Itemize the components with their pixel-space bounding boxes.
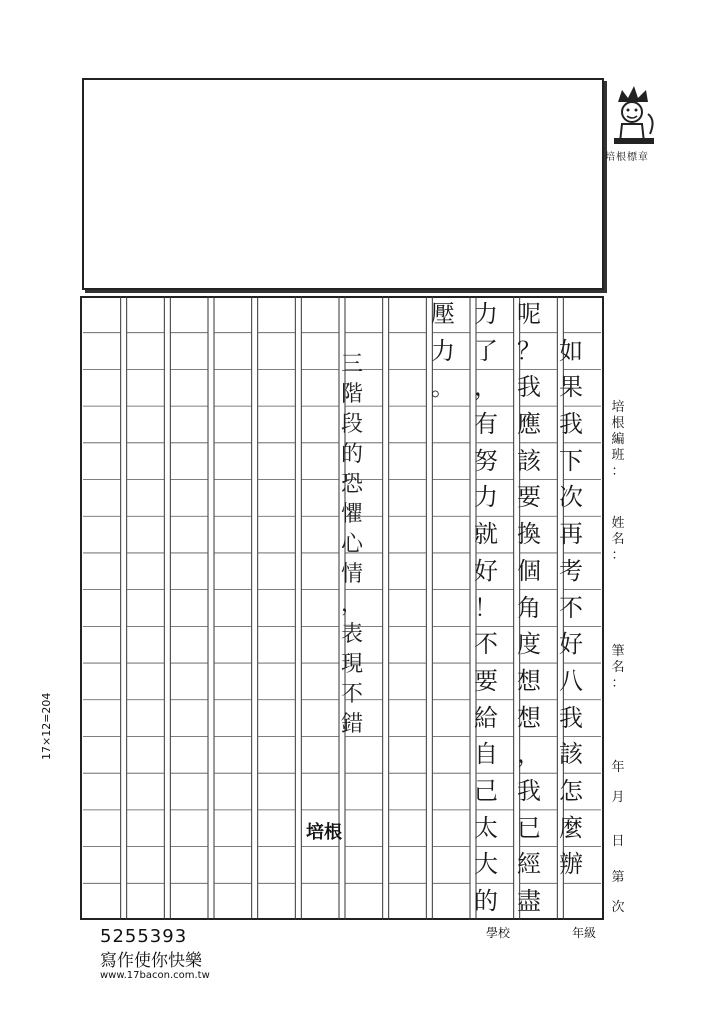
essay-char: 己 (474, 776, 498, 805)
essay-char: 度 (517, 630, 541, 659)
essay-char: 給 (474, 703, 498, 732)
essay-char: 如 (559, 336, 583, 365)
teacher-comment (340, 350, 364, 740)
essay-char: 。 (431, 373, 455, 402)
teacher-comment-char: 心 (340, 532, 363, 557)
side-label-char: 筆 (611, 644, 625, 659)
side-label-char: 根 (611, 416, 625, 431)
essay-char: 自 (474, 740, 498, 769)
teacher-comment-char: 現 (340, 652, 363, 677)
teacher-comment-char: 表 (340, 622, 363, 647)
essay-char: 壓 (431, 300, 455, 328)
essay-char: 下 (559, 446, 583, 475)
essay-char: 我 (559, 703, 583, 732)
essay-column-2 (514, 296, 544, 920)
side-label-char: 培 (611, 400, 625, 415)
essay-char: 不 (559, 593, 583, 622)
essay-char: 力 (474, 300, 498, 328)
essay-char: 想 (517, 666, 541, 695)
teacher-signature: 培根 (306, 822, 342, 843)
pen-name-label (610, 644, 626, 692)
side-label-char: 編 (611, 432, 625, 447)
teacher-comment-char: 的 (340, 442, 363, 467)
essay-char: 次 (559, 483, 583, 512)
teacher-comment-char: 段 (340, 412, 363, 437)
essay-char: 力 (474, 483, 498, 512)
stamp-label: 培根標章 (605, 152, 649, 163)
essay-char: 經 (517, 850, 541, 879)
essay-char: 了 (474, 336, 498, 365)
bacon-stamp-icon (608, 84, 660, 146)
essay-char: 應 (517, 410, 541, 439)
side-label-char: 名 (611, 660, 625, 675)
essay-char: 該 (517, 446, 541, 475)
essay-char: 努 (474, 446, 498, 475)
essay-char: 八 (559, 666, 583, 695)
date-label-times: 次 (611, 900, 625, 915)
side-label-char: 班 (611, 448, 625, 463)
essay-column-3 (471, 296, 501, 920)
essay-char: 怎 (559, 776, 583, 805)
essay-char: 大 (474, 850, 498, 879)
essay-column-4 (428, 296, 458, 406)
sheet-number: 17×12=204 (40, 692, 53, 760)
essay-char: 已 (517, 813, 541, 842)
date-label-month: 月 (611, 790, 625, 805)
side-label-char: ： (611, 676, 625, 691)
comment-box (82, 78, 604, 290)
slogan: 寫作使你快樂 (100, 951, 202, 971)
side-label-char: 名 (611, 532, 625, 547)
essay-char: 就 (474, 520, 498, 549)
essay-char: 我 (517, 373, 541, 402)
teacher-comment-char: 懼 (340, 502, 363, 527)
essay-char: 要 (517, 483, 541, 512)
essay-char: 不 (474, 630, 498, 659)
essay-char: 換 (517, 520, 541, 549)
essay-char: 呢 (517, 300, 541, 328)
essay-char: ！ (474, 593, 498, 622)
essay-char: 我 (517, 776, 541, 805)
teacher-comment-char: 三 (340, 352, 363, 377)
side-label-char: ： (611, 548, 625, 563)
teacher-comment-char: 恐 (340, 472, 363, 497)
name-label (610, 516, 626, 564)
essay-char: 角 (517, 593, 541, 622)
teacher-comment-char: 錯 (340, 712, 363, 737)
date-label-day: 日 (611, 834, 625, 849)
essay-char: 力 (431, 336, 455, 365)
teacher-comment-char: 不 (340, 682, 363, 707)
sheet-code: 5255393 (100, 926, 188, 947)
essay-char: 該 (559, 740, 583, 769)
essay-char: 要 (474, 666, 498, 695)
essay-char: 麼 (559, 813, 583, 842)
essay-char: 好 (559, 630, 583, 659)
essay-char: 太 (474, 813, 498, 842)
essay-char: 再 (559, 520, 583, 549)
essay-char: 個 (517, 556, 541, 585)
essay-char: 想 (517, 703, 541, 732)
teacher-comment-char: ， (340, 592, 363, 617)
school-label: 學校 (486, 926, 511, 940)
essay-char: ？ (517, 336, 541, 365)
grade-label: 年級 (572, 926, 597, 940)
essay-char: 果 (559, 373, 583, 402)
essay-char: ， (517, 740, 541, 769)
essay-char: 考 (559, 556, 583, 585)
class-label (610, 400, 626, 480)
side-label-char: 姓 (611, 516, 625, 531)
essay-char: 辦 (559, 850, 583, 879)
teacher-comment-char: 階 (340, 382, 363, 407)
essay-char: 有 (474, 410, 498, 439)
side-label-char: ： (611, 464, 625, 479)
essay-char: 我 (559, 410, 583, 439)
date-label-number: 第 (611, 870, 625, 885)
teacher-comment-char: 情 (340, 562, 363, 587)
website: www.17bacon.com.tw (100, 970, 210, 981)
essay-char: 好 (474, 556, 498, 585)
date-label-year: 年 (611, 760, 625, 775)
essay-char: 的 (474, 887, 498, 915)
essay-char: ， (474, 373, 498, 402)
essay-char: 盡 (517, 887, 541, 915)
essay-column-1 (556, 296, 586, 883)
